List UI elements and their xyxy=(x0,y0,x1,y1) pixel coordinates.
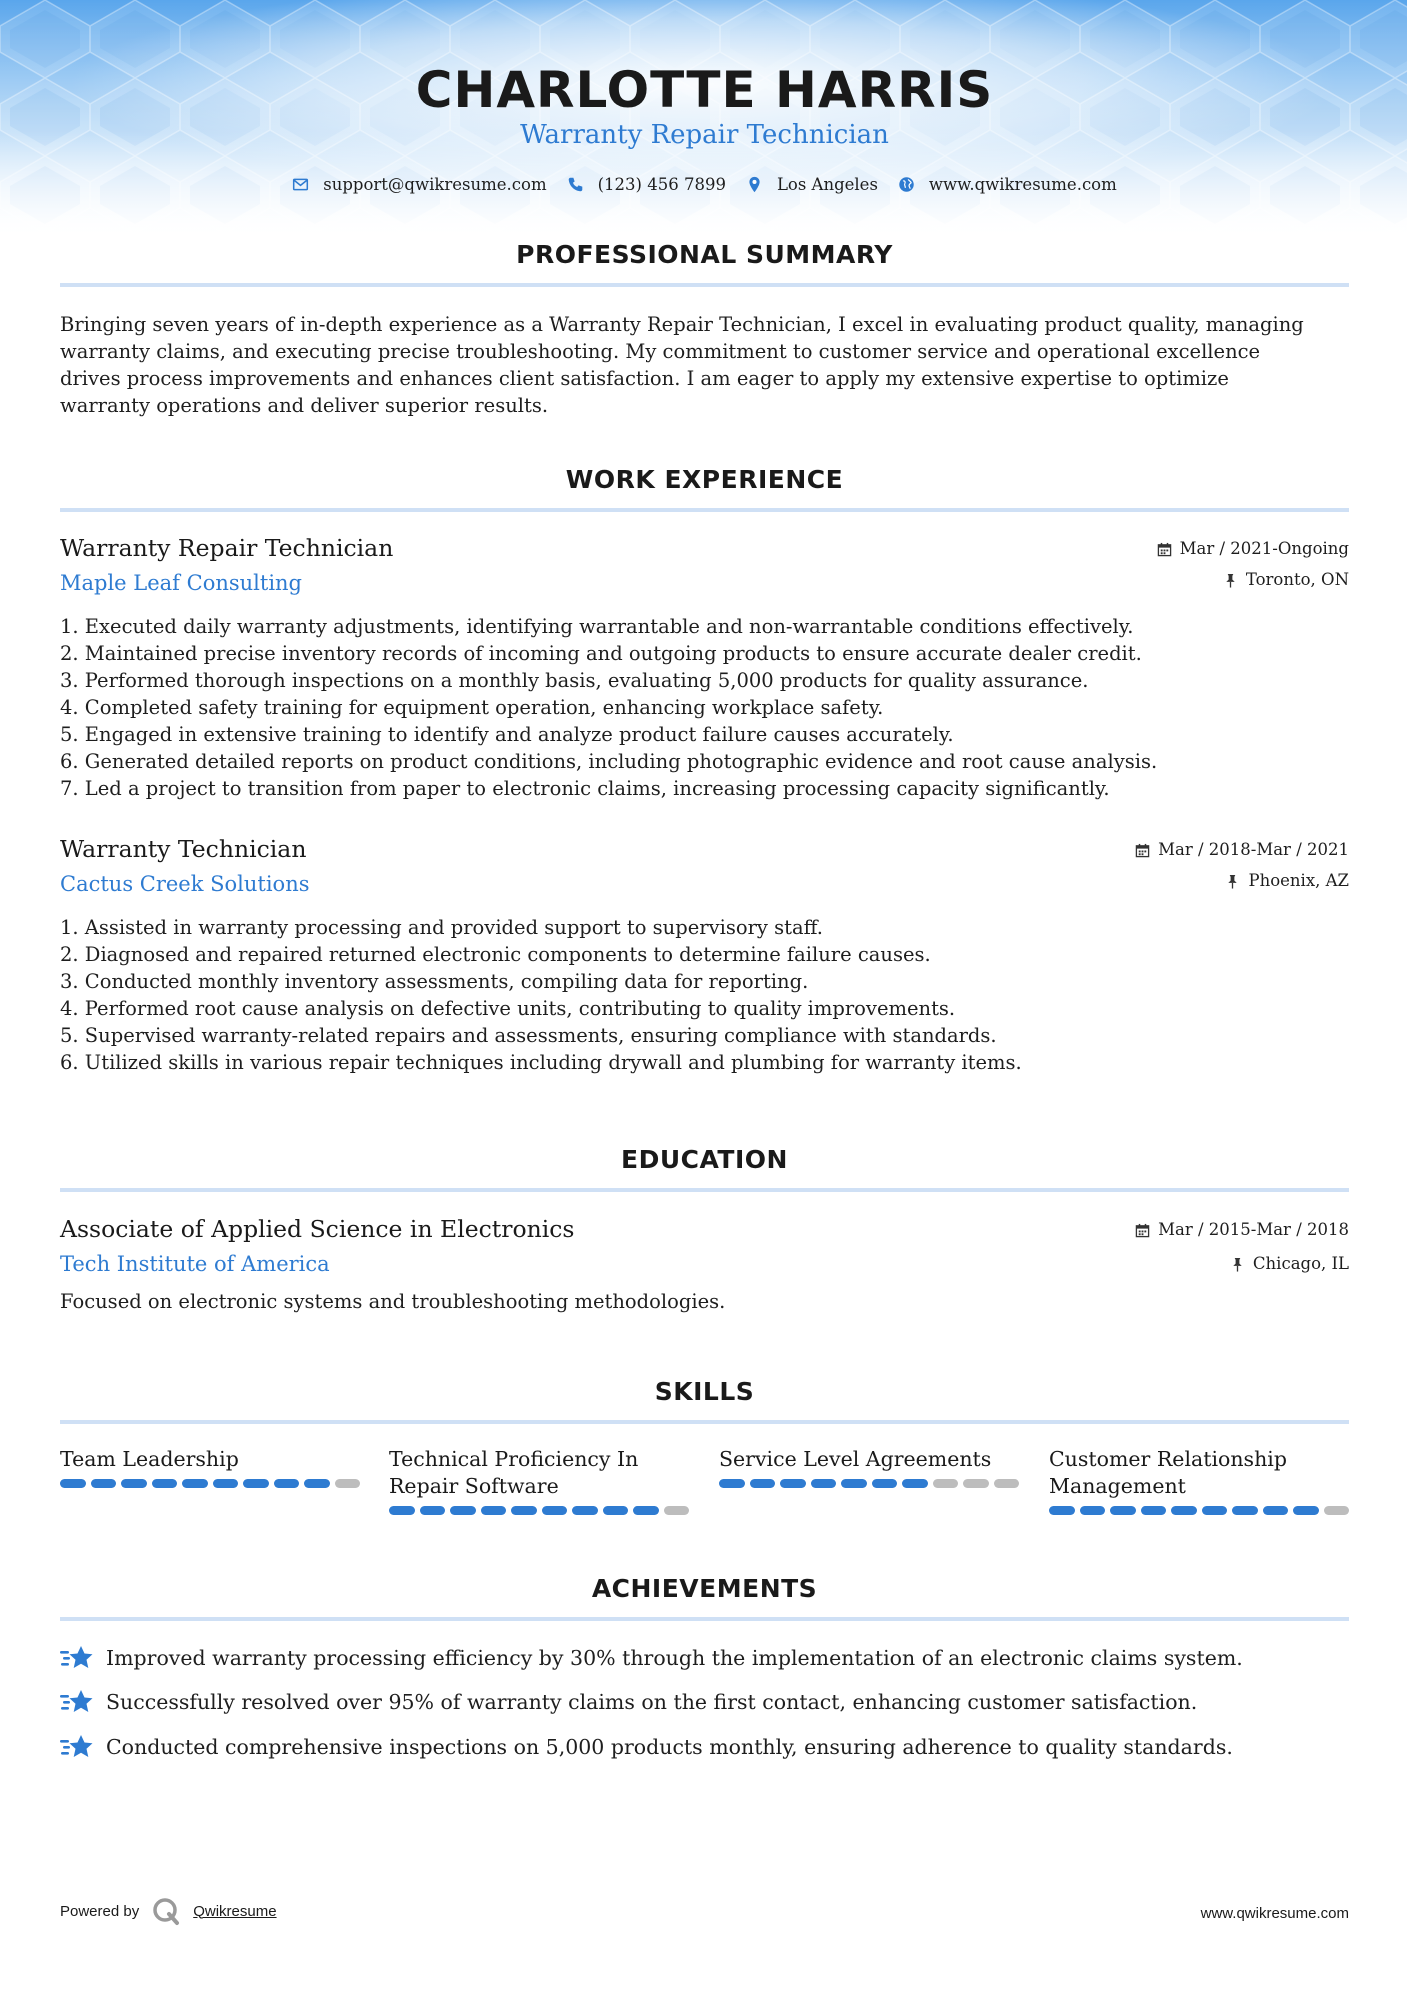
skill-segment-filled xyxy=(872,1479,898,1488)
job-bullet: 6. Utilized skills in various repair techniques including drywall and plumbing for warranty items. xyxy=(60,1051,1022,1074)
skill-segment-filled xyxy=(719,1479,745,1488)
skill-segment-filled xyxy=(420,1506,446,1515)
map-pin-icon xyxy=(746,176,763,193)
skill-segment-empty xyxy=(994,1479,1020,1488)
job-location-text: Toronto, ON xyxy=(1245,570,1349,589)
job-company: Maple Leaf Consulting xyxy=(60,571,303,595)
globe-icon xyxy=(898,176,915,193)
skill-segment-filled xyxy=(450,1506,476,1515)
experience-heading: WORK EXPERIENCE xyxy=(565,465,844,494)
job-bullet: 3. Conducted monthly inventory assessments, compiling data for reporting. xyxy=(60,970,809,993)
job-date-text: Mar / 2021-Ongoing xyxy=(1179,539,1349,558)
job-title: Warranty Repair Technician xyxy=(60,534,394,562)
location-text: Los Angeles xyxy=(776,174,878,194)
skill-segment-filled xyxy=(243,1479,269,1488)
skill-name-line: Repair Software xyxy=(389,1474,559,1498)
skill-level-bar xyxy=(1049,1506,1349,1515)
powered-by-label: Powered by xyxy=(60,1902,140,1920)
skill-segment-filled xyxy=(1263,1506,1289,1515)
education-location-text: Chicago, IL xyxy=(1252,1254,1349,1273)
contact-bar xyxy=(60,172,1349,196)
skill-name xyxy=(389,1446,689,1500)
candidate-name: CHARLOTTE HARRIS xyxy=(415,61,994,119)
education-description: Focused on electronic systems and troubleshooting methodologies. xyxy=(60,1290,726,1313)
summary-divider xyxy=(60,283,1349,287)
candidate-title: Warranty Repair Technician xyxy=(520,120,889,150)
skill-segment-filled xyxy=(152,1479,178,1488)
achievements-heading: ACHIEVEMENTS xyxy=(591,1574,818,1603)
job-bullet: 4. Performed root cause analysis on defective units, contributing to quality improvements. xyxy=(60,997,956,1020)
skill-level-bar xyxy=(719,1479,1019,1488)
education-location xyxy=(1230,1253,1349,1275)
job-location-text: Phoenix, AZ xyxy=(1248,871,1349,890)
skill-level-bar xyxy=(60,1479,360,1488)
job-bullets xyxy=(60,914,1349,1076)
skill-segment-filled xyxy=(841,1479,867,1488)
education-date xyxy=(1135,1219,1349,1241)
skill-segment-filled xyxy=(389,1506,415,1515)
calendar-icon xyxy=(1135,843,1150,858)
skill-segment-filled xyxy=(811,1479,837,1488)
job-bullet: 1. Executed daily warranty adjustments, identifying warrantable and non-warrantable conditions effectively. xyxy=(60,615,1134,638)
skill-segment-filled xyxy=(1110,1506,1136,1515)
job-title: Warranty Technician xyxy=(60,835,307,863)
skills-divider xyxy=(60,1420,1349,1424)
email-text: support@qwikresume.com xyxy=(323,174,547,194)
skill-segment-filled xyxy=(511,1506,537,1515)
skill-segment-filled xyxy=(633,1506,659,1515)
contact-phone[interactable] xyxy=(567,175,726,194)
achievement-text: Improved warranty processing efficiency by 30% through the implementation of an electronic claims system. xyxy=(106,1646,1243,1670)
footer-powered-by xyxy=(60,1896,277,1926)
skills-grid xyxy=(60,1446,1349,1526)
skill-item xyxy=(389,1446,689,1515)
skill-segment-filled xyxy=(274,1479,300,1488)
education-date-text: Mar / 2015-Mar / 2018 xyxy=(1158,1220,1349,1239)
skill-segment-filled xyxy=(481,1506,507,1515)
qwikresume-link[interactable]: Qwikresume xyxy=(193,1902,277,1920)
skill-segment-filled xyxy=(1293,1506,1319,1515)
star-icon xyxy=(60,1688,94,1716)
skill-item xyxy=(60,1446,360,1488)
summary-line: drives process improvements and enhances client satisfaction. I am eager to apply my extensive expertise to optimize xyxy=(60,367,1229,390)
job-bullet: 3. Performed thorough inspections on a monthly basis, evaluating 5,000 products for quality assurance. xyxy=(60,669,1089,692)
job-bullet: 1. Assisted in warranty processing and provided support to supervisory staff. xyxy=(60,916,823,939)
footer-url[interactable]: www.qwikresume.com xyxy=(1200,1905,1349,1922)
skill-segment-filled xyxy=(603,1506,629,1515)
skill-name xyxy=(1049,1446,1349,1500)
skill-name xyxy=(719,1446,1019,1473)
skill-item xyxy=(719,1446,1019,1488)
education-divider xyxy=(60,1188,1349,1192)
job-bullet: 4. Completed safety training for equipment operation, enhancing workplace safety. xyxy=(60,696,884,719)
skill-segment-filled xyxy=(1080,1506,1106,1515)
summary-line: Bringing seven years of in-depth experience as a Warranty Repair Technician, I excel in evaluating product quality, managing xyxy=(60,313,1304,336)
job-date-text: Mar / 2018-Mar / 2021 xyxy=(1158,840,1349,859)
envelope-icon xyxy=(292,176,309,193)
skill-name-line: Management xyxy=(1049,1474,1186,1498)
job-bullet: 6. Generated detailed reports on product conditions, including photographic evidence and root cause analysis. xyxy=(60,750,1158,773)
skill-segment-empty xyxy=(1324,1506,1350,1515)
skill-segment-filled xyxy=(1232,1506,1258,1515)
skill-segment-filled xyxy=(60,1479,86,1488)
job-location xyxy=(1223,569,1349,591)
skill-segment-filled xyxy=(1202,1506,1228,1515)
skill-item xyxy=(1049,1446,1349,1515)
website-text: www.qwikresume.com xyxy=(928,174,1117,194)
skill-segment-filled xyxy=(902,1479,928,1488)
achievement-text: Conducted comprehensive inspections on 5,000 products monthly, ensuring adherence to quality standards. xyxy=(106,1735,1233,1759)
skill-segment-filled xyxy=(1171,1506,1197,1515)
skill-segment-empty xyxy=(664,1506,690,1515)
skill-segment-empty xyxy=(933,1479,959,1488)
skill-segment-filled xyxy=(750,1479,776,1488)
skill-level-bar xyxy=(389,1506,689,1515)
skill-name-line: Technical Proficiency In xyxy=(389,1447,639,1471)
summary-text xyxy=(60,311,1349,419)
summary-heading: PROFESSIONAL SUMMARY xyxy=(516,240,893,269)
calendar-icon xyxy=(1157,542,1172,557)
achievement-text: Successfully resolved over 95% of warranty claims on the first contact, enhancing customer satisfaction. xyxy=(106,1690,1198,1714)
achievement-item xyxy=(60,1733,1349,1761)
pushpin-icon xyxy=(1223,573,1238,588)
skill-segment-filled xyxy=(182,1479,208,1488)
skill-segment-filled xyxy=(213,1479,239,1488)
job-location xyxy=(1225,870,1349,892)
job-bullet: 5. Supervised warranty-related repairs and assessments, ensuring compliance with standards. xyxy=(60,1024,997,1047)
achievements-divider xyxy=(60,1617,1349,1621)
education-heading: EDUCATION xyxy=(621,1145,788,1174)
achievement-item xyxy=(60,1688,1349,1716)
calendar-icon xyxy=(1135,1223,1150,1238)
job-company: Cactus Creek Solutions xyxy=(60,872,310,896)
job-bullet: 7. Led a project to transition from paper to electronic claims, increasing processing capacity significantly. xyxy=(60,777,1110,800)
skill-name xyxy=(60,1446,360,1473)
skill-segment-empty xyxy=(335,1479,361,1488)
pushpin-icon xyxy=(1230,1257,1245,1272)
summary-line: warranty operations and deliver superior results. xyxy=(60,394,549,417)
phone-icon xyxy=(567,176,584,193)
phone-text: (123) 456 7899 xyxy=(597,174,726,194)
job-date xyxy=(1157,538,1349,560)
skill-segment-filled xyxy=(304,1479,330,1488)
skill-segment-filled xyxy=(542,1506,568,1515)
summary-line: warranty claims, and executing precise troubleshooting. My commitment to customer service and operational excellence xyxy=(60,340,1261,363)
star-icon xyxy=(60,1733,94,1761)
contact-location xyxy=(746,175,878,194)
job-bullet: 5. Engaged in extensive training to identify and analyze product failure causes accurately. xyxy=(60,723,954,746)
contact-website[interactable] xyxy=(898,175,1117,194)
skills-heading: SKILLS xyxy=(654,1377,755,1406)
skill-segment-empty xyxy=(963,1479,989,1488)
job-bullets xyxy=(60,613,1349,802)
skill-segment-filled xyxy=(780,1479,806,1488)
job-date xyxy=(1135,839,1349,861)
achievement-item xyxy=(60,1644,1349,1672)
skill-segment-filled xyxy=(1141,1506,1167,1515)
skill-segment-filled xyxy=(121,1479,147,1488)
skill-name-line: Customer Relationship xyxy=(1049,1447,1287,1471)
contact-email[interactable] xyxy=(292,175,546,194)
job-bullet: 2. Maintained precise inventory records of incoming and outgoing products to ensure accurate dealer credit. xyxy=(60,642,1142,665)
qwikresume-logo-icon xyxy=(151,1896,181,1926)
skill-segment-filled xyxy=(91,1479,117,1488)
degree-title: Associate of Applied Science in Electronics xyxy=(60,1215,575,1243)
school-name: Tech Institute of America xyxy=(60,1252,330,1276)
experience-divider xyxy=(60,508,1349,512)
skill-segment-filled xyxy=(572,1506,598,1515)
skill-segment-filled xyxy=(1049,1506,1075,1515)
skill-name-line: Team Leadership xyxy=(60,1447,239,1471)
pushpin-icon xyxy=(1225,874,1240,889)
skill-name-line: Service Level Agreements xyxy=(719,1447,992,1471)
job-bullet: 2. Diagnosed and repaired returned electronic components to determine failure causes. xyxy=(60,943,931,966)
star-icon xyxy=(60,1644,94,1672)
